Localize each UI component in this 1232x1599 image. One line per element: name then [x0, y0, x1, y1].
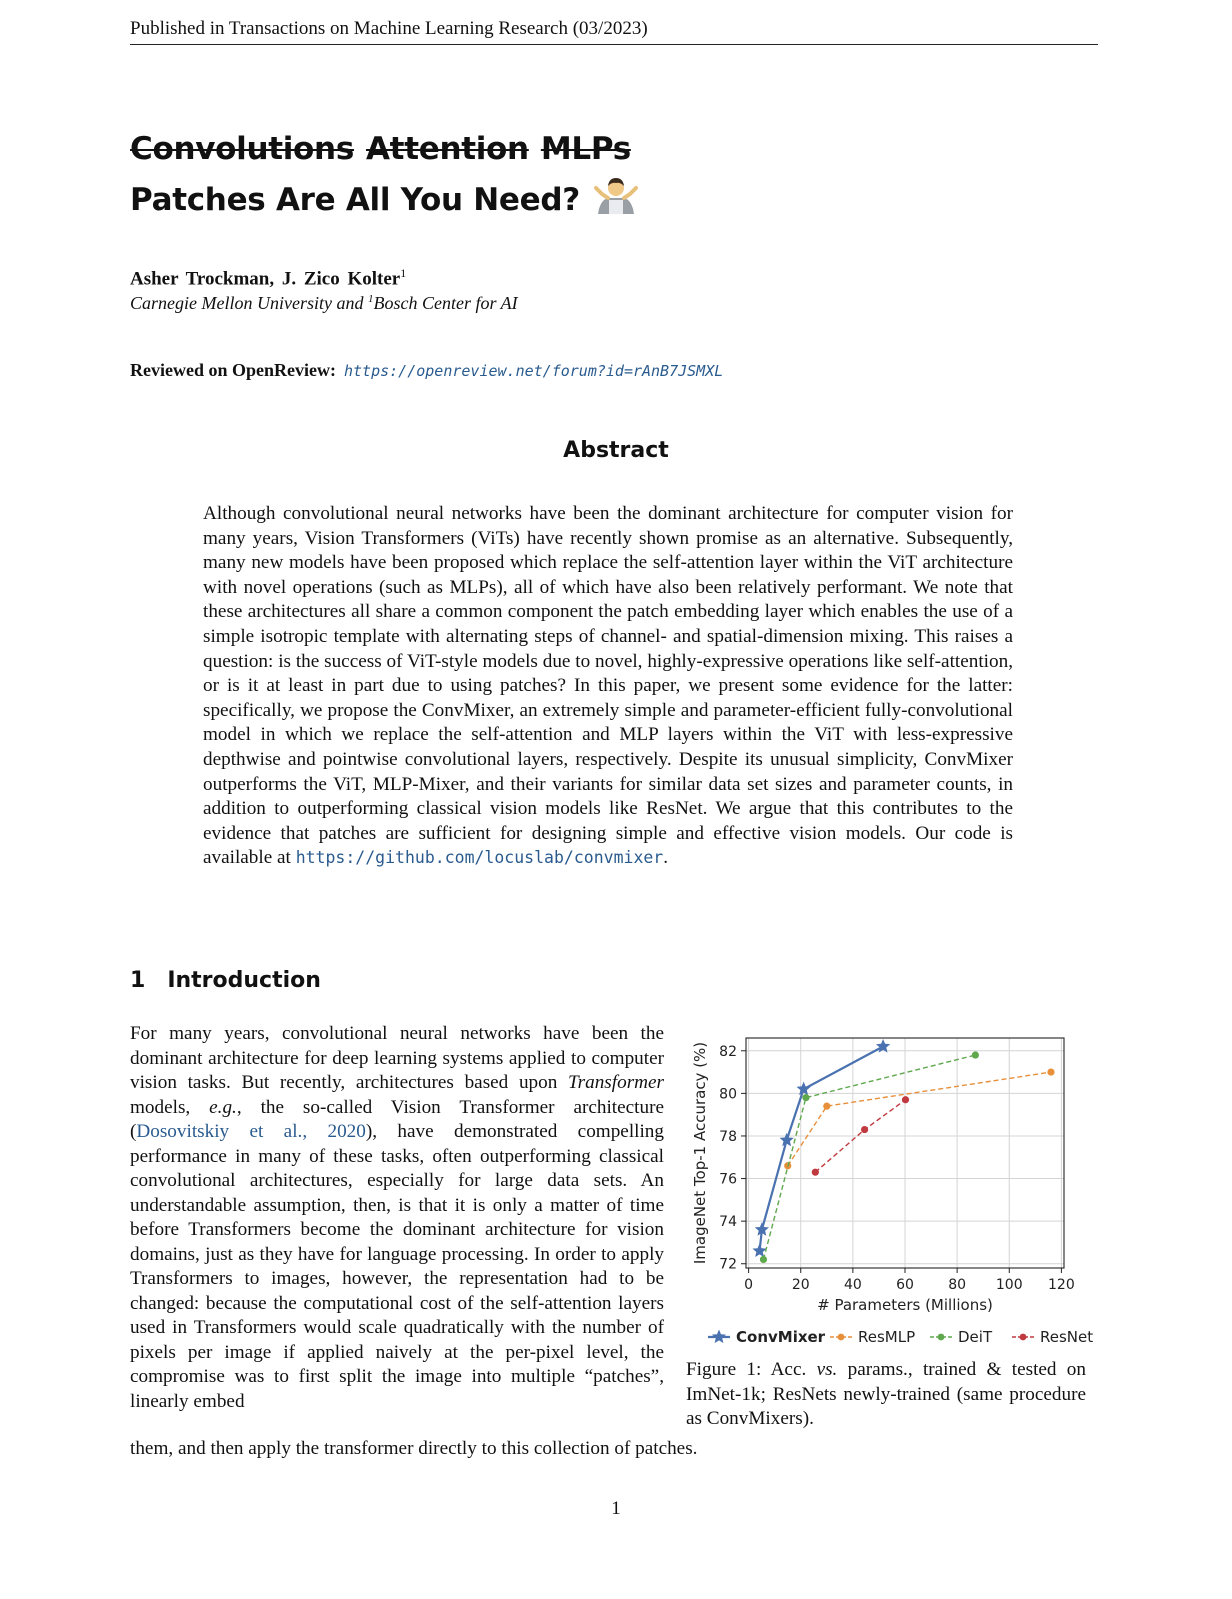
x-tick-label: 20 — [791, 1277, 810, 1293]
intro-paragraph-tail: them, and then apply the transformer directly to this collection of patches. — [130, 1438, 698, 1459]
y-tick-label: 78 — [719, 1128, 737, 1145]
legend-dot-icon — [1020, 1334, 1027, 1341]
intro-paragraph — [130, 1022, 664, 1414]
x-tick-label: 0 — [744, 1277, 754, 1293]
legend-label: ConvMixer — [736, 1328, 826, 1346]
intro-text: For many years, convolutional neural networks have been the dominant architecture for deep learning systems applied to computer vision tasks. But recently, architectures based upon — [130, 1023, 664, 1093]
figure-caption — [686, 1358, 1086, 1432]
intro-text: , the so-called Vision Transformer architecture ( — [130, 1096, 664, 1142]
legend-label: ResMLP — [858, 1328, 916, 1346]
struck-word: MLPs — [540, 131, 631, 167]
intro-emphasis: e.g. — [209, 1096, 237, 1118]
shrug-emoji-icon — [594, 174, 638, 218]
legend-label: DeiT — [958, 1328, 993, 1346]
abstract-end: . — [663, 847, 669, 869]
data-point-resmlp — [823, 1103, 830, 1110]
affiliation — [130, 293, 518, 314]
authors — [130, 266, 406, 290]
y-tick-label: 74 — [719, 1214, 737, 1231]
legend-star-icon — [712, 1330, 726, 1344]
section-title: Introduction — [167, 968, 321, 993]
y-tick-label: 82 — [719, 1043, 737, 1060]
data-point-resnet — [902, 1096, 909, 1103]
struck-word: Attention — [365, 131, 529, 167]
author-names: Asher Trockman, J. Zico Kolter — [130, 268, 401, 290]
abstract-heading: Abstract — [563, 438, 669, 463]
abstract-body — [203, 502, 1013, 871]
intro-emphasis: Transformer — [568, 1072, 664, 1093]
data-point-deit — [760, 1256, 767, 1263]
series-line-convmixer — [760, 1047, 884, 1251]
y-axis-label: ImageNet Top-1 Accuracy (%) — [691, 1041, 709, 1265]
title-main-line — [130, 174, 643, 225]
legend-dot-icon — [838, 1334, 845, 1341]
x-tick-label: 40 — [843, 1277, 862, 1293]
data-point-deit — [972, 1051, 979, 1058]
data-point-resnet — [861, 1126, 868, 1133]
review-label: Reviewed on OpenReview: — [130, 360, 336, 380]
x-axis-label: # Parameters (Millions) — [817, 1296, 993, 1314]
x-tick-label: 60 — [896, 1277, 914, 1293]
affil-part2: Bosch Center for AI — [373, 293, 518, 313]
abstract-text: Although convolutional neural networks have been the dominant architecture for computer vision for many years, Vision Transformers (ViTs) have recently shown promise as an alternative. Subsequently, many new models have been proposed which replace the self-attention layer within the ViT architecture with novel operations (such as MLPs), all of which have also been relatively performant. We note that these architectures all share a common component the patch embedding layer which enables the use of a simple isotropic template with alternating steps of channel- and spatial-dimension mixing. This raises a question: is the success of ViT-style models due to novel, highly-expressive operations like self-attention, or is it at least in part due to using patches? In this paper, we present some evidence for the latter: specifically, we propose the ConvMixer, an extremely simple and parameter-efficient fully-convolutional model in which we replace the self-attention and MLP layers within the ViT with less-expressive depthwise and pointwise convolutional layers, respectively. Despite its unusual simplicity, ConvMixer outperforms the ViT, MLP-Mixer, and their variants for similar data set sizes and parameter counts, in addition to outperforming classical vision models like ResNet. We argue that this contributes to the evidence that patches are sufficient for designing simple and effective vision models. Our code is available at — [203, 503, 1013, 869]
title-main: Patches Are All You Need? — [130, 182, 580, 218]
data-point-deit — [802, 1094, 809, 1101]
intro-text: ), have demonstrated compelling performance in many of these tasks, often outperforming classical convolutional architectures, especially for large data sets. An understandable assumption, then, is that it is only a matter of time before Transformers become the dominant architecture for vision domains, just as they have for language processing. In order to apply Transformers to images, however, the representation had to be changed: because the computational cost of the self-attention layers used in Transformers would scale quadratically with the number of pixels per image if applied naively at the per-pixel level, the compromise was to first split the image into multiple “patches”, linearly embed — [130, 1121, 664, 1412]
caption-text: Figure 1: Acc. — [686, 1359, 817, 1380]
affil-part1: Carnegie Mellon University and — [130, 293, 368, 313]
series-line-resmlp — [788, 1072, 1051, 1166]
y-tick-label: 72 — [719, 1256, 737, 1273]
series-line-deit — [763, 1055, 975, 1259]
title-struck-words — [130, 125, 643, 174]
y-tick-label: 80 — [719, 1086, 737, 1103]
section-number: 1 — [130, 968, 146, 993]
section-heading — [130, 968, 321, 993]
citation-link[interactable]: Dosovitskiy et al., 2020 — [136, 1121, 366, 1142]
page-number: 1 — [611, 1498, 621, 1519]
code-link[interactable]: https://github.com/locuslab/convmixer — [295, 848, 664, 868]
data-point-resnet — [812, 1169, 819, 1176]
review-line — [130, 360, 723, 381]
legend-label: ResNet — [1040, 1328, 1094, 1346]
data-point-resmlp — [1047, 1068, 1054, 1075]
caption-emphasis: vs. — [816, 1359, 838, 1380]
affil-mark: 1 — [367, 293, 374, 305]
openreview-link[interactable]: https://openreview.net/forum?id=rAnB7JSMXL — [343, 362, 724, 380]
legend-dot-icon — [938, 1334, 945, 1341]
x-tick-label: 80 — [948, 1277, 967, 1293]
running-header: Published in Transactions on Machine Learning Research (03/2023) — [130, 18, 1098, 45]
intro-text: models, — [130, 1096, 210, 1118]
author-affil-mark: 1 — [400, 266, 407, 280]
paper-title — [130, 125, 643, 225]
x-tick-label: 100 — [995, 1277, 1023, 1293]
accuracy-vs-params-chart — [686, 1030, 1098, 1355]
x-tick-label: 120 — [1048, 1277, 1075, 1293]
struck-word: Convolutions — [130, 131, 354, 167]
y-tick-label: 76 — [719, 1171, 737, 1188]
caption-text: params., trained & tested on ImNet-1k; ResNets newly-trained (same procedure as ConvMixers). — [686, 1359, 1086, 1429]
